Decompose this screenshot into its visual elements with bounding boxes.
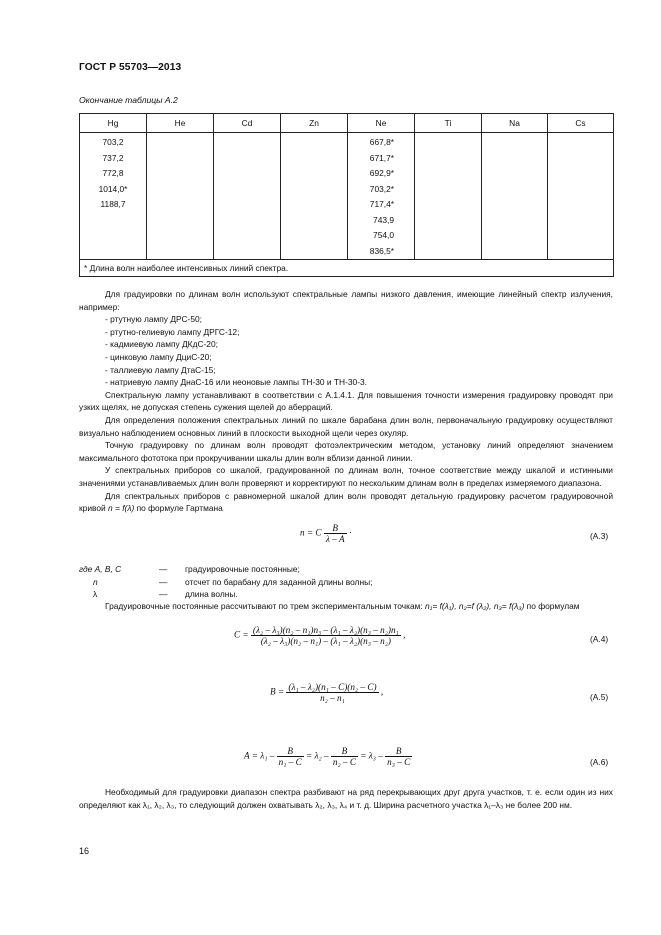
where-dash: — (159, 576, 168, 587)
table-cell: 671,7* (369, 152, 394, 163)
fraction (251, 625, 401, 646)
where-desc: отсчет по барабану для заданной длины волны; (185, 576, 373, 587)
ne-column (348, 133, 415, 260)
formula-inline: n = f(λ) (108, 503, 135, 514)
table-cell: 703,2 (102, 137, 124, 147)
list-item: - натриевую лампу ДнаС-16 или неоновые лампы ТН-30 и ТН-30-3. (105, 377, 367, 388)
where-desc: градуировочные постоянные; (185, 564, 300, 574)
formula-label: (А.3) (590, 531, 609, 541)
denominator: n₁ – C (278, 757, 302, 767)
wavelength-table (79, 113, 614, 277)
col-header: He (147, 114, 214, 133)
table-cell: 737,2 (102, 152, 124, 163)
list-item: - таллиевую лампу ДтаС-15; (105, 364, 216, 375)
paragraph: Для градуировки по длинам волн используют спектральные лампы низкого давления, имеющие линейный спектр излучения, например: (79, 289, 613, 312)
col-header: Zn (281, 114, 348, 133)
formula-part: = λ₃ – (360, 750, 383, 761)
formula-part: = λ₂ – (306, 750, 329, 761)
denominator: λ – A (325, 534, 345, 544)
denominator: n₂ – n₁ (286, 692, 378, 703)
paragraph: Необходимый для градуировки диапазон спектра разбивают на ряд перекрывающих друг друга участков, т. е. если один из них определяют как λ₁, λ₂, λ₃, то следующий должен охватывать λ₂, λ₃, λ₄ и т. д. Ширина расчетного участка λ₁–λ₃ не более 200 нм. (79, 787, 613, 810)
table-cell: 743,9 (373, 214, 394, 225)
where-symbol: λ (93, 589, 98, 599)
formula-lhs: C = (234, 629, 249, 640)
text-run: по формулам (524, 601, 580, 611)
formula-label: (А.6) (590, 757, 609, 767)
formula-label: (А.4) (590, 634, 609, 644)
table-cell: 1188,7 (100, 199, 126, 209)
cs-column (548, 133, 614, 260)
formula-part: A = λ₁ – (244, 750, 275, 761)
hg-column (80, 133, 147, 260)
text-run: Градуировочные постоянные рассчитывают по трем экспериментальным точкам: (105, 601, 426, 611)
standard-header: ГОСТ Р 55703—2013 (79, 62, 182, 73)
denominator: n₃ – C (387, 757, 411, 767)
fraction (286, 682, 378, 703)
fraction (331, 746, 358, 767)
he-column (147, 133, 214, 260)
body-text-block-2 (79, 600, 613, 613)
na-column (482, 133, 548, 260)
table-footnote-row (80, 260, 614, 277)
list-item: - цинковую лампу ДциС-20; (105, 351, 212, 362)
denominator: (λ₂ – λ₃)(n₂ – n₁) – (λ₁ – λ₂)(n₃ – n₂) (251, 635, 401, 646)
paragraph: Точную градуировку по длинам волн проводят фотоэлектрическим методом, установку линий определяют значением максимального фототока при прокручивании шкалы длин волн вблизи данной линии. (79, 440, 613, 463)
where-dash: — (159, 589, 168, 599)
table-cell: 717,4* (369, 199, 394, 209)
cd-column (214, 133, 281, 260)
where-dash: — (159, 564, 168, 574)
ti-column (415, 133, 482, 260)
text-run: Для спектральных приборов с равномерной шкалой длин волн проводят детальную градуировку расчетом градуировочной кривой (79, 490, 613, 514)
formula-a3 (300, 523, 352, 544)
table-cell: 692,9* (369, 168, 394, 178)
table-cell: 836,5* (369, 245, 394, 256)
col-header: Cd (214, 114, 281, 133)
numerator: B (332, 523, 339, 533)
text-run: по формуле Гартмана (134, 503, 223, 514)
formula-lhs: B = (270, 686, 285, 697)
table-header-row (80, 114, 614, 133)
formula-a5 (270, 682, 383, 703)
where-row (79, 563, 372, 576)
formula-tail: , (380, 686, 384, 697)
fraction (324, 523, 347, 544)
table-cell: 772,8 (102, 168, 124, 178)
col-header: Hg (80, 114, 147, 133)
table-footnote: * Длина волн наиболее интенсивных линий спектра. (80, 260, 614, 277)
body-text-block-1 (79, 288, 613, 515)
numerator: (λ₁ – λ₂)(n₁ – C)(n₂ – C) (288, 682, 377, 692)
numerator: B (341, 746, 348, 756)
paragraph: У спектральных приборов со шкалой, градуированной по длинам волн, точное соответствие между шкалой и истинными значениями устанавливаемых длин волн проверяют и корректируют по нескольким длинам волн в пределах измеряемого диапазона. (79, 465, 613, 488)
formula-tail: , (403, 629, 406, 640)
where-row (79, 576, 372, 589)
fraction (385, 746, 412, 767)
formula-a6 (244, 746, 412, 767)
numerator: (λ₂ – λ₃)(n₂ – n₁)n₃ – (λ₁ – λ₂)(n₃ – n₂)n₁ (252, 625, 399, 635)
paragraph (79, 600, 613, 613)
list-item: - кадмиевую лампу ДКдС-20; (105, 339, 218, 350)
table-cell: 703,2* (369, 183, 394, 194)
numerator: B (287, 746, 293, 756)
numerator: B (395, 746, 402, 756)
formula-label: (А.5) (590, 692, 609, 702)
col-header: Ti (415, 114, 482, 133)
where-symbol: n (93, 576, 98, 587)
formula-lhs: n = C (300, 527, 322, 538)
fraction (277, 746, 304, 767)
table-body-row (80, 133, 614, 260)
where-desc: длина волны. (185, 589, 238, 599)
formula-a4 (234, 625, 405, 646)
list-item: - ртутную лампу ДРС-50; (105, 314, 202, 325)
body-text-block-3 (79, 786, 613, 811)
table-cell: 667,8* (369, 137, 394, 147)
zn-column (281, 133, 348, 260)
paragraph: Спектральную лампу устанавливают в соответствии с А.1.4.1. Для повышения точности измерения градуировку проводят при узких щелях, не допуская степень сужения щелей до аберраций. (79, 389, 613, 413)
col-header: Cs (548, 114, 614, 133)
table-cell: 1014,0* (98, 183, 128, 194)
where-symbol: где A, B, C (79, 564, 122, 574)
table-cell: 754,0 (373, 230, 394, 240)
table-caption: Окончание таблицы А.2 (79, 95, 178, 105)
where-block (79, 563, 372, 601)
page-number: 16 (79, 846, 90, 856)
formula-tail: · (348, 527, 352, 538)
list-item: - ртутно-гелиевую лампу ДРГС-12; (105, 326, 240, 337)
formula-inline: n₁= f(λ₁), n₂=f (λ₂), n₃= f(λ₃) (425, 601, 525, 611)
denominator: n₂ – C (332, 757, 356, 767)
col-header: Ne (348, 114, 415, 133)
paragraph: Для определения положения спектральных линий по шкале барабана длин волн, первоначальную градуировку осуществляют визуально наблюдением основных линий в плоскости выходной щели через окуляр. (79, 414, 613, 438)
where-row (79, 588, 372, 601)
paragraph (79, 490, 613, 515)
col-header: Na (482, 114, 548, 133)
